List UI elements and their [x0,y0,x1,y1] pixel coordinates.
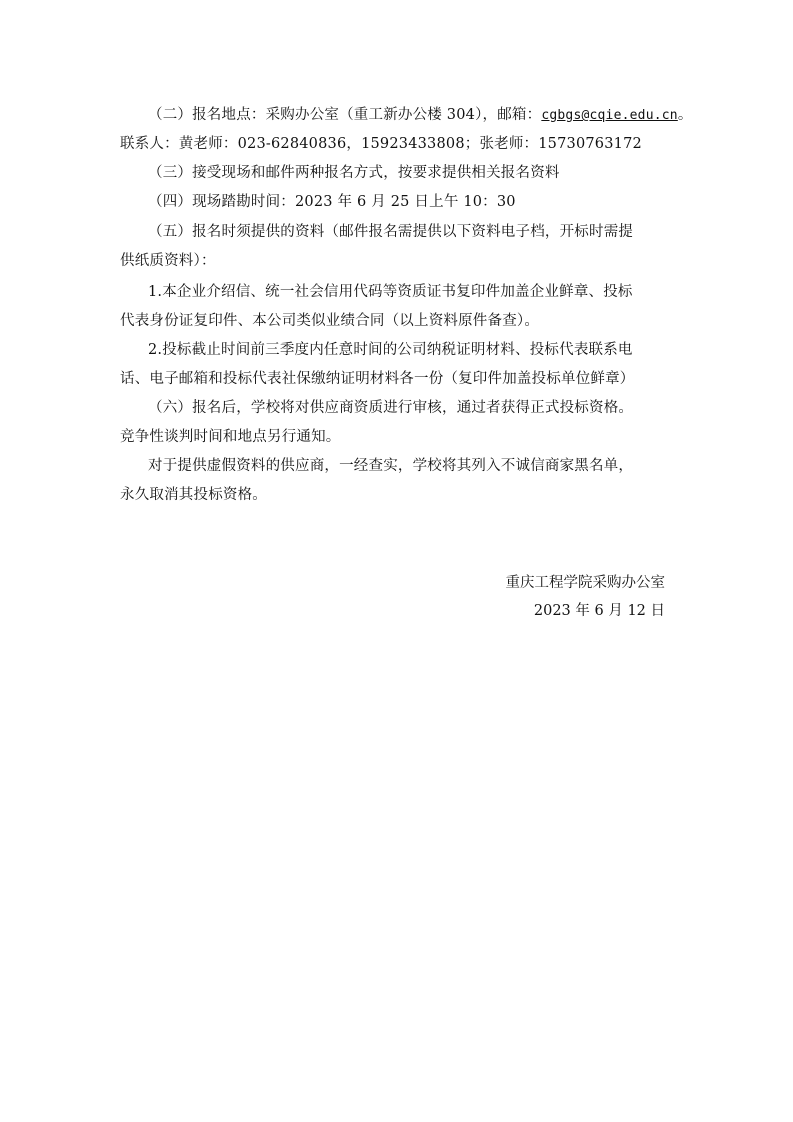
negotiation-notice-line: 竞争性谈判时间和地点另行通知。 [120,429,341,445]
false-info-warning-line: 对于提供虚假资料的供应商，一经查实，学校将其列入不诚信商家黑名单， [148,458,634,474]
signature-date: 2023 年 6 月 12 日 [533,603,665,619]
signature-organization: 重庆工程学院采购办公室 [505,575,665,591]
false-info-warning-line-2: 永久取消其投标资格。 [120,487,267,503]
registration-location-text: （二）报名地点：采购办公室（重工新办公楼 304），邮箱： [148,107,542,123]
period: 。 [677,107,693,123]
material-item-2-cont: 话、电子邮箱和投标代表社保缴纳证明材料各一份（复印件加盖投标单位鲜章） [120,371,635,387]
material-item-1: 1.本企业介绍信、统一社会信用代码等资质证书复印件加盖企业鲜章、投标 [148,284,633,300]
qualification-review-line: （六）报名后，学校将对供应商资质进行审核，通过者获得正式投标资格。 [148,400,634,416]
contact-line: 联系人：黄老师：023-62840836，15923433808；张老师：15730763172 [120,136,642,152]
registration-location-line [148,105,693,126]
registration-method-line: （三）接受现场和邮件两种报名方式，按要求提供相关报名资料 [148,165,560,181]
required-materials-line-2: 供纸质资料）： [120,253,216,269]
material-item-1-cont: 代表身份证复印件、本公司类似业绩合同（以上资料原件备查）。 [120,313,540,329]
email-link[interactable]: cgbgs@cqie.edu.cn [541,108,678,123]
material-item-2: 2.投标截止时间前三季度内任意时间的公司纳税证明材料、投标代表联系电 [148,342,633,358]
site-visit-time-line: （四）现场踏勘时间：2023 年 6 月 25 日上午 10：30 [148,194,516,210]
required-materials-line: （五）报名时须提供的资料（邮件报名需提供以下资料电子档，开标时需提 [148,224,634,240]
